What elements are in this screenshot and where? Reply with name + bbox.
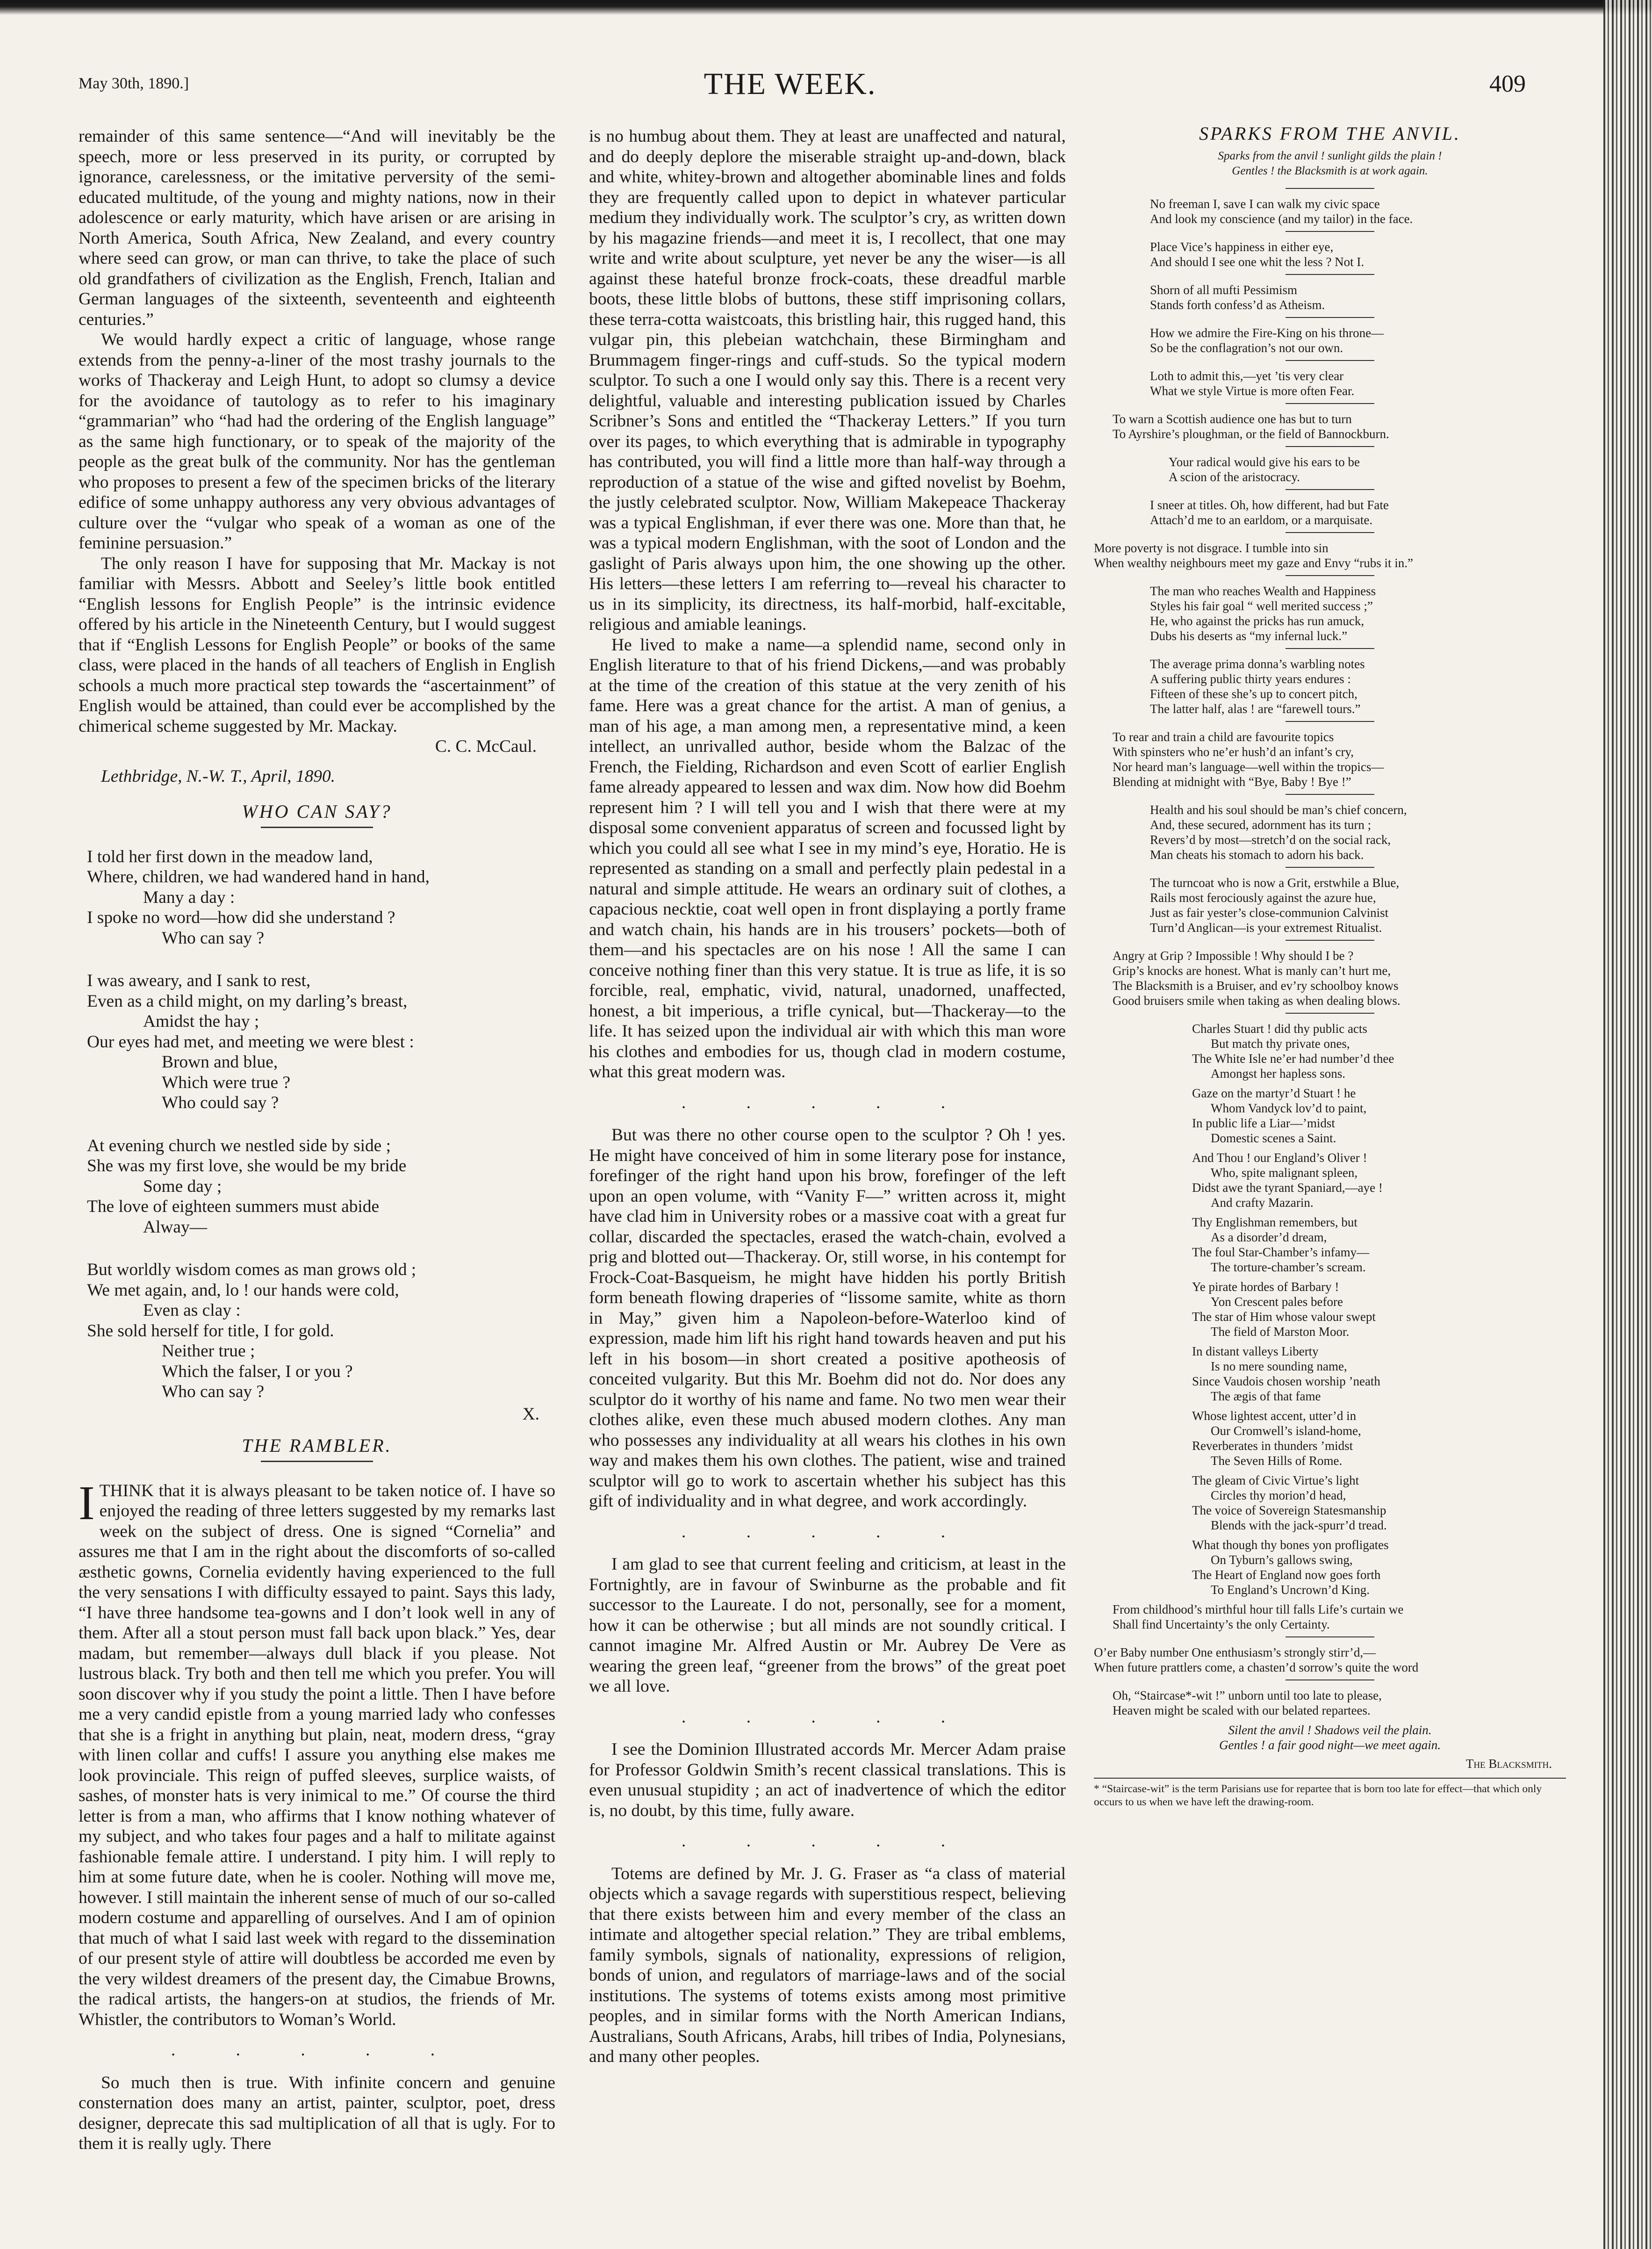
poem-line: Many a day : [143, 887, 235, 907]
poem-title-sparks: SPARKS FROM THE ANVIL. [1199, 123, 1461, 144]
poem-line: Even as a child might, on my darling’s breast, [87, 991, 408, 1011]
poem-line: At evening church we nestled side by side ; [87, 1136, 391, 1155]
poem-line: Who can say ? [162, 1382, 265, 1401]
poem-line: Didst awe the tyrant Spaniard,—aye ! [1192, 1181, 1383, 1195]
poem-line: The love of eighteen summers must abide [87, 1197, 380, 1216]
paragraph: Totems are defined by Mr. J. G. Fraser as “a class of material objects which a savage regards with superstitious respect, believing that there exists between him and every member of the class an intimate and altogether special relation.” They are tribal emblems, family symbols, signals of nationality, expressions of religion, bonds of union, and regulators of marriage-laws and of the social institutions. The systems of totems exists among most primitive peoples, and in similar forms with the North American Indians, Australians, South Africans, Arabs, hill tribes of India, Polynesians, and many other peoples. [589, 1864, 1066, 2066]
divider [1286, 188, 1374, 189]
divider [1286, 648, 1374, 649]
poem-line: Reverberates in thunders ’midst [1192, 1439, 1353, 1453]
column-right [1094, 123, 1566, 1809]
poem-line: The field of Marston Moor. [1211, 1325, 1350, 1339]
epigram [1094, 802, 1566, 862]
poem-line: I spoke no word—how did she understand ? [87, 908, 395, 927]
poem-line: The ægis of that fame [1211, 1389, 1321, 1403]
section-break: . . . . . [681, 1707, 974, 1727]
poem-line: Neither true ; [162, 1341, 255, 1361]
poem-line: The gleam of Civic Virtue’s light [1192, 1473, 1359, 1487]
poem-line: I told her first down in the meadow land, [87, 847, 373, 866]
divider [261, 827, 373, 828]
poem-line: Amidst the hay ; [143, 1012, 259, 1031]
poem-line: Heaven might be scaled with our belated repartees. [1113, 1703, 1371, 1717]
poem-line: Charles Stuart ! did thy public acts [1192, 1022, 1367, 1036]
divider [1286, 721, 1374, 722]
poem-line: Blending at midnight with “Bye, Baby ! Bye !” [1113, 775, 1351, 789]
poem-line: Oh, “Staircase*-wit !” unborn until too late to please, [1113, 1688, 1382, 1702]
poem-stanza [87, 971, 555, 1113]
poem-line: Loth to admit this,—yet ’tis very clear [1150, 369, 1344, 383]
divider [1286, 532, 1374, 533]
page-number: 409 [1489, 71, 1526, 97]
epigram [1094, 656, 1566, 716]
poem-line: No freeman I, save I can walk my civic space [1150, 197, 1380, 211]
epigram [1094, 282, 1566, 312]
epigram [1094, 368, 1566, 398]
poem-line: Brown and blue, [162, 1052, 278, 1072]
column-left [79, 126, 555, 2154]
section-break: . . . . . [681, 1522, 974, 1542]
poem-line: Rails most ferociously against the azure hue, [1150, 891, 1376, 905]
poem-line: Just as fair yester’s close-communion Calvinist [1150, 906, 1389, 920]
poem-line: Your radical would give his ears to be [1169, 455, 1360, 469]
poem-line: We met again, and, lo ! our hands were cold, [87, 1280, 399, 1300]
poem-line: Nor heard man’s language—well within the tropics— [1113, 760, 1384, 774]
epigram [1094, 497, 1566, 527]
paragraph: remainder of this same sentence—“And will inevitably be the speech, more or less preserved in its purity, or corrupted by ignorance, carelessness, or the imitative perversity of the semi-educated multitude, of the young and mighty nations, now in their adolescence or early maturity, which have arisen or are arising in North America, South Africa, New Zealand, and every country where seed can grow, or man can thrive, to take the place of such old grandfathers of civilization as the English, French, Italian and German languages of the sixteenth, seventeenth and eighteenth centuries.” [79, 127, 555, 329]
poem-line: Our Cromwell’s island-home, [1211, 1424, 1361, 1438]
poem-motto [1094, 149, 1566, 179]
paragraph: ITHINK that it is always pleasant to be taken notice of. I have so enjoyed the reading of three letters suggested by my remarks last week on the subject of dress. One is signed “Cornelia” and assures me that I am in the right about the discomforts of so-called æsthetic gowns, Cornelia evidently having experienced to the full the very sensations I with difficulty essayed to paint. Says this lady, “I have three handsome tea-gowns and I don’t look well in any of them. After all a stout person must fall back upon black.” Yes, dear madam, but remember—always dull black if you please. Not lustrous black. Try both and then tell me which you prefer. You will soon discover why if you study the point a little. Then I have before me a very candid epistle from a young married lady who confesses that she is a fright in anything but plain, neat, modern dress, “gray with linen collar and cuffs! I assure you anything else makes me look provinciale. This reign of puffed sleeves, surplice waists, of sashes, of monster hats is very inimical to me.” Of course the third letter is from a man, who affirms that I know nothing whatever of my subject, and who takes four pages and a half to militate against fashionable female attire. I understand. I pity him. I will reply to him at some future date, when he is cooler. Nothing will move me, however. I still maintain the inherent sense of much of our so-called modern costume and apparelling of ourselves. And I am of opinion that much of what I said last week with regard to the dissemination of our present style of attire will doubtless be accorded me even by the very wildest dreamers of the present day, the Cimabue Browns, the radical artists, the hangers-on at studios, the friends of Mr. Whistler, the contributors to Woman’s World. [79, 1476, 555, 2029]
motto-line: Gentles ! a fair good night—we meet again. [1219, 1738, 1441, 1752]
column-middle [589, 126, 1066, 2067]
epigram [1094, 325, 1566, 355]
footnote: * “Staircase-wit” is the term Parisians use for repartee that is born too late for effect—that which only occurs to us when we have left the drawing-room. [1094, 1778, 1566, 1809]
poem-line: Where, children, we had wandered hand in hand, [87, 867, 430, 887]
poem-line: But worldly wisdom comes as man grows old ; [87, 1260, 417, 1279]
divider [1286, 940, 1374, 941]
poem-line: The Seven Hills of Rome. [1211, 1454, 1343, 1468]
poem-line: Turn’d Anglican—is your extremest Ritualist. [1150, 921, 1382, 935]
scan-binding-edge [1603, 0, 1652, 2249]
poem-line: And Thou ! our England’s Oliver ! [1192, 1151, 1367, 1165]
section-title-rambler: THE RAMBLER. [242, 1435, 392, 1456]
poem-line: In distant valleys Liberty [1192, 1344, 1319, 1358]
epigram [1094, 411, 1566, 441]
poem-line: And should I see one whit the less ? Not I. [1150, 255, 1365, 269]
divider [1286, 446, 1374, 447]
poem-line: She sold herself for title, I for gold. [87, 1321, 334, 1341]
poem-line: Good bruisers smile when taking as when dealing blows. [1113, 994, 1401, 1008]
paragraph: He lived to make a name—a splendid name, second only in English literature to that of his friend Dickens,—and was probably at the time of the creation of this statue at the very zenith of his fame. Here was a great chance for the artist. A man of genius, a man of his age, a man among men, a representative mind, a keen intellect, an unrivalled author, beside whom the Balzac of the French, the Fielding, Richardson and even Scott of earlier English fame already appeared to lessen and wax dim. Now how did Boehm represent him ? I will tell you and I wish that there were at my disposal some convenient apparatus of screen and focussed light by which you could all see what I see in my mind’s eye, Horatio. He is represented as standing on a small and perfectly plain pedestal in a natural and simple attitude. He wears an ordinary suit of clothes, a capacious necktie, coat well open in front displaying a portly frame and watch chain, his hands are in his trousers’ pockets—both of them—and his spectacles are on his nose ! All the same I can conceive nothing finer than this very statue. It is true as life, it is so forcible, real, emphatic, vivid, natural, unadorned, unaffected, honest, a bit imperious, a trifle cynical, but—Thackeray—to the life. It has seized upon the individual air with which this man wore his clothes and embodies for us, though clad in modern costume, what this great modern was. [589, 635, 1066, 1081]
poem-line: Yon Crescent pales before [1211, 1295, 1343, 1309]
motto-line: Silent the anvil ! Shadows veil the plain. [1228, 1723, 1432, 1737]
epigram [1094, 196, 1566, 226]
poem-line: The latter half, alas ! are “farewell tours.” [1150, 702, 1361, 716]
poem-signature: The Blacksmith. [1465, 1757, 1552, 1771]
poem-line: Whose lightest accent, utter’d in [1192, 1409, 1357, 1423]
poem-line: So be the conflagration’s not our own. [1150, 341, 1343, 355]
divider [1286, 1013, 1374, 1014]
divider [1286, 317, 1374, 318]
poem-line: In public life a Liar—’midst [1192, 1116, 1335, 1130]
poem-line: What we style Virtue is more often Fear. [1150, 384, 1355, 398]
stanza [1094, 1473, 1566, 1533]
author-signature: C. C. McCaul. [435, 737, 537, 756]
paragraph: So much then is true. With infinite concern and genuine consternation does many an artist, painter, sculptor, poet, dress designer, deprecate this sad multiplication of all that is ugly. For to them it is really ugly. There [79, 2073, 555, 2153]
masthead-title: THE WEEK. [704, 67, 876, 101]
poem-line: Whom Vandyck lov’d to paint, [1211, 1101, 1367, 1115]
divider [1286, 489, 1374, 490]
stanza [1094, 1086, 1566, 1146]
poem-line: When wealthy neighbours meet my gaze and Envy “rubs it in.” [1094, 556, 1414, 570]
paragraph: I see the Dominion Illustrated accords Mr. Mercer Adam praise for Professor Goldwin Smith’s recent classical translations. This is even unusual stupidity ; an act of inadvertence of which the editor is, no doubt, by this time, fully aware. [589, 1740, 1066, 1820]
scan-top-edge [0, 0, 1652, 15]
poem-line: Which were true ? [162, 1073, 291, 1092]
stanza [1094, 1215, 1566, 1275]
poem-line: To warn a Scottish audience one has but to turn [1113, 412, 1352, 426]
section-break: . . . . . [171, 2040, 463, 2060]
poem-line: He, who against the pricks has run amuck, [1150, 614, 1365, 628]
poem-stanza [87, 1260, 555, 1402]
epigram [1094, 584, 1566, 643]
stanza [1094, 1537, 1566, 1597]
poem-line: And look my conscience (and my tailor) in the face. [1150, 212, 1413, 226]
poem-line: Thy Englishman remembers, but [1192, 1215, 1358, 1229]
divider [1286, 1636, 1374, 1637]
poem-line: Some day ; [143, 1176, 222, 1196]
motto-line: Gentles ! the Blacksmith is at work again. [1232, 165, 1428, 177]
poem-line: From childhood’s mirthful hour till falls Life’s curtain we [1113, 1602, 1404, 1616]
stanza [1094, 1279, 1566, 1339]
poem-line: The foul Star-Chamber’s infamy— [1192, 1245, 1370, 1259]
poem-line: With spinsters who ne’er hush’d an infant’s cry, [1113, 745, 1354, 759]
poem-line: I was aweary, and I sank to rest, [87, 971, 311, 990]
poem-line: Who, spite malignant spleen, [1211, 1166, 1358, 1180]
poem-line: Alway— [143, 1217, 208, 1237]
poem-line: Revers’d by most—stretch’d on the social rack, [1150, 833, 1391, 847]
poem-line: Grip’s knocks are honest. What is manly can’t hurt me, [1113, 964, 1391, 978]
poem-line: Gaze on the martyr’d Stuart ! he [1192, 1086, 1356, 1100]
section-break: . . . . . [681, 1831, 974, 1851]
epigram [1094, 454, 1566, 484]
epigram [1094, 239, 1566, 269]
stanza [1094, 1021, 1566, 1081]
divider [1286, 403, 1374, 404]
poem-line: To England’s Uncrown’d King. [1211, 1583, 1370, 1597]
paragraph: I am glad to see that current feeling and criticism, at least in the Fortnightly, are in favour of Swinburne as the probable and fit successor to the Laureate. I do not, personally, see for a moment, how it can be otherwise ; but all minds are not soundly critical. I cannot imagine Mr. Alfred Austin or Mr. Aubrey De Vere as wearing the green leaf, “greener from the brows” of the great poet we all love. [589, 1555, 1066, 1696]
poem-line: The torture-chamber’s scream. [1211, 1260, 1366, 1274]
poem-signature: X. [522, 1404, 539, 1424]
divider [1286, 274, 1374, 275]
poem-line: How we admire the Fire-King on his throne— [1150, 326, 1384, 340]
divider [1286, 794, 1374, 795]
poem-line: Even as clay : [143, 1301, 241, 1320]
poem-line: Our eyes had met, and meeting we were blest : [87, 1032, 414, 1052]
poem-line: And crafty Mazarin. [1211, 1196, 1314, 1210]
poem-line: Who could say ? [162, 1093, 279, 1112]
paragraph: But was there no other course open to the sculptor ? Oh ! yes. He might have conceived of him in some literary pose for instance, forefinger of the right hand upon his brow, forefinger of the left upon an open volume, with “Vanity F—” written across it, might have clad him in University robes or a massive coat with a great fur collar, discarded the spectacles, erased the watch-chain, evolved a prig and blotted out—Thackeray. Or, still worse, in his contempt for Frock-Coat-Basqueism, he might have hidden his portly British form beneath flowing draperies of “lissome samite, white as thorn in May,” given him a Napoleon-before-Waterloo kind of expression, made him lift his right hand towards heaven and put his left in his bosom—in short created a positive apotheosis of conceited vulgarity. But this Mr. Boehm did not do. Nor does any sculptor do it worthy of his name and fame. No two men wear their clothes alike, even these much abused modern clothes. Any man who possesses any individuality at all wears his clothes in his own way and makes them his own clothes. The patient, wise and trained sculptor will go to work to ascertain whether his subject has this gift of individuality and in what degree, and work accordingly. [589, 1125, 1066, 1511]
poem-line: Angry at Grip ? Impossible ! Why should I be ? [1113, 949, 1354, 963]
epigram [1094, 729, 1566, 789]
poem-line: Since Vaudois chosen worship ’neath [1192, 1374, 1380, 1388]
poem-line: Dubs his deserts as “my infernal luck.” [1150, 629, 1348, 643]
poem-line: Shall find Uncertainty’s the only Certainty. [1113, 1617, 1330, 1631]
poem-line: Health and his soul should be man’s chief concern, [1150, 803, 1407, 817]
stanza [1094, 1408, 1566, 1468]
poem-line: More poverty is not disgrace. I tumble into sin [1094, 541, 1329, 555]
poem-line: On Tyburn’s gallows swing, [1211, 1553, 1353, 1567]
poem-stanza [87, 1136, 555, 1238]
poem-line: When future prattlers come, a chasten’d sorrow’s quite the word [1094, 1660, 1419, 1674]
poem-line: But match thy private ones, [1211, 1037, 1350, 1051]
paragraph: is no humbug about them. They at least are unaffected and natural, and do deeply deplore the miserable straight up-and-down, black and white, whitey-brown and altogether abominable lines and folds they are frequently called upon to depict in whatever particular medium they individually work. The sculptor’s cry, as written down by his magazine friends—and meet it is, I recollect, that one may write and write about sculpture, yet never be any the wiser—is all against these hateful bronze frock-coats, these dreadful marble boots, these little blobs of buttons, these stiff imprisoning collars, these terra-cotta waistcoats, this bristling hair, this rugged hand, this vulgar pin, this plebeian watchchain, these Birmingham and Brummagem finger-rings and cuff-studs. So the typical modern sculptor. To such a one I would only say this. There is a recent very delightful, valuable and interesting publication issued by Charles Scribner’s Sons and entitled the “Thackeray Letters.” If you turn over its pages, to which everything that is admirable in typography has contributed, you will find a little more than half-way through a reproduction of a statue of the wise and gifted novelist by Boehm, the justly celebrated sculptor. Now, William Makepeace Thackeray was a typical Englishman, if ever there was one. More than that, he was a typical modern Englishman, with the soot of London and the gaslight of Paris always upon him, the one showing up the other. His letters—these letters I am referring to—reveal his character to us in its simplicity, its directness, its half-morbid, half-excitable, religious and amiable leanings. [589, 127, 1066, 634]
poem-line: The star of Him whose valour swept [1192, 1310, 1376, 1324]
poem-line: Place Vice’s happiness in either eye, [1150, 240, 1334, 254]
poem-line: Shorn of all mufti Pessimism [1150, 283, 1298, 297]
poem-line: Styles his fair goal “ well merited success ;” [1150, 599, 1373, 613]
poem-line: Is no mere sounding name, [1211, 1359, 1347, 1373]
poem-line: A scion of the aristocracy. [1169, 470, 1300, 484]
divider [1286, 231, 1374, 232]
poem-line: Ye pirate hordes of Barbary ! [1192, 1280, 1339, 1294]
epigram [1094, 875, 1566, 935]
poem-line: She was my first love, she would be my bride [87, 1156, 407, 1175]
closing-motto [1094, 1723, 1566, 1752]
poem-line: The voice of Sovereign Statesmanship [1192, 1503, 1386, 1517]
poem-line: To Ayrshire’s ploughman, or the field of Bannockburn. [1113, 427, 1389, 441]
poem-line: And, these secured, adornment has its turn ; [1150, 818, 1372, 832]
poem-title: WHO CAN SAY? [242, 801, 392, 822]
dateline: Lethbridge, N.-W. T., April, 1890. [101, 766, 336, 786]
paragraph: We would hardly expect a critic of language, whose range extends from the penny-a-liner of the most trashy journals to the works of Thackeray and Leigh Hunt, to adopt so clumsy a device for the avoidance of tautology as to refer to his imaginary “grammarian” who “had had the ordering of the English language” as the same high functionary, or to speak of the majority of the people as the great bulk of the community. Nor has the gentleman who proposes to present a few of the specimen bricks of the literary edifice of some unhappy authoress any very obvious advantages of culture over the “vulgar who speak of a woman as one of the feminine persuasion.” [79, 330, 555, 553]
poem-line: The man who reaches Wealth and Happiness [1150, 584, 1376, 598]
poem-line: Man cheats his stomach to adorn his back. [1150, 848, 1364, 862]
divider [1286, 575, 1374, 576]
epigram [1094, 1645, 1566, 1675]
poem-line: The Blacksmith is a Bruiser, and ev’ry schoolboy knows [1113, 979, 1399, 993]
poem-line: Who can say ? [162, 928, 265, 948]
poem-line: Domestic scenes a Saint. [1211, 1131, 1336, 1145]
poem-line: The turncoat who is now a Grit, erstwhile a Blue, [1150, 876, 1400, 890]
epigram [1094, 1602, 1566, 1632]
epigram [1094, 1688, 1566, 1718]
poem-line: Which the falser, I or you ? [162, 1362, 353, 1381]
divider [1286, 360, 1374, 361]
poem-line: A suffering public thirty years endures : [1150, 672, 1351, 686]
poem-line: The Heart of England now goes forth [1192, 1568, 1381, 1582]
paragraph: The only reason I have for supposing that Mr. Mackay is not familiar with Messrs. Abbott and Seeley’s little book entitled “English lessons for English People” is the intrinsic evidence offered by his article in the Nineteenth Century, but I would suggest that if “English Lessons for English People” or books of the same class, were placed in the hands of all teachers of English in English schools a much more practical step towards the “ascertainment” of English would be attained, than could ever be accomplished by the chimerical scheme suggested by Mr. Mackay. [79, 554, 555, 736]
poem-line: O’er Baby number One enthusiasm’s strongly stirr’d,— [1094, 1645, 1376, 1659]
poem-line: I sneer at titles. Oh, how different, had but Fate [1150, 498, 1389, 512]
poem-line: Circles thy morion’d head, [1211, 1488, 1346, 1502]
poem-line: Attach’d me to an earldom, or a marquisate. [1150, 513, 1373, 527]
section-break: . . . . . [681, 1093, 974, 1112]
poem-stanza [87, 847, 555, 949]
stanza [1094, 1344, 1566, 1404]
divider [1286, 867, 1374, 868]
motto-line: Sparks from the anvil ! sunlight gilds the plain ! [1218, 150, 1442, 162]
poem-line: Stands forth confess’d as Atheism. [1150, 298, 1325, 312]
poem-line: What though thy bones yon profligates [1192, 1538, 1389, 1552]
issue-date: May 30th, 1890.] [79, 75, 189, 92]
epigram [1094, 541, 1566, 570]
poem [87, 847, 555, 1425]
poem-line: Blends with the jack-spurr’d tread. [1211, 1518, 1387, 1532]
stanza [1094, 1150, 1566, 1210]
poem-line: The White Isle ne’er had number’d thee [1192, 1052, 1394, 1066]
poem-line: To rear and train a child are favourite topics [1113, 730, 1334, 744]
poem-line: Amongst her hapless sons. [1211, 1067, 1345, 1081]
epigram [1094, 948, 1566, 1008]
divider [261, 1461, 373, 1462]
poem-line: The average prima donna’s warbling notes [1150, 657, 1365, 671]
poem-line: Fifteen of these she’s up to concert pitch, [1150, 687, 1358, 701]
poem-line: As a disorder’d dream, [1211, 1230, 1327, 1244]
